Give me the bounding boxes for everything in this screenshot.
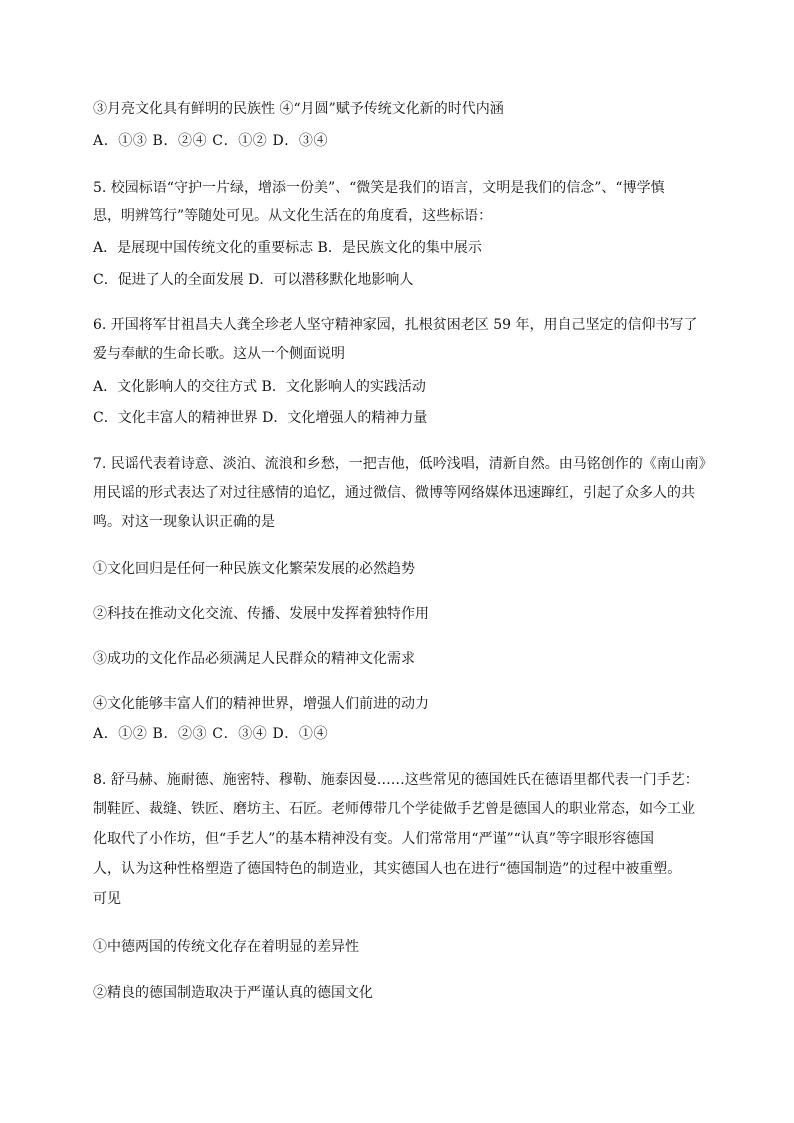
q6-stem-line-2: 爱与奉献的生命长歌。这从一个侧面说明 [93,346,345,362]
q8-stem-line-4: 人，认为这种性格塑造了德国特色的制造业，其实德国人也在进行“德国制造”的过程中被重塑。 [93,861,682,877]
q8-option-1: ①中德两国的传统文化存在着明显的差异性 [93,939,359,955]
q7-option-1: ①文化回归是任何一种民族文化繁荣发展的必然趋势 [93,561,415,577]
q5-choice-line-2: C．促进了人的全面发展 D．可以潜移默化地影响人 [93,272,414,288]
q5-stem-line-1: 5. 校园标语“守护一片绿，增添一份美”、“微笑是我们的语言，文明是我们的信念”、“博学慎 [93,180,665,196]
q7-option-3: ③成功的文化作品必须满足人民群众的精神文化需求 [93,651,415,667]
q7-answer-choices: A．①② B．②③ C．③④ D．①④ [93,726,329,742]
q6-choice-line-1: A．文化影响人的交往方式 B．文化影响人的实践活动 [93,379,426,395]
q7-stem-line-2: 用民谣的形式表达了对过往感情的追忆，通过微信、微博等网络媒体迅速蹿红，引起了众多人的共 [93,485,695,501]
q6-choice-line-2: C．文化丰富人的精神世界 D．文化增强人的精神力量 [93,410,428,426]
q5-stem-line-2: 思，明辨笃行”等随处可见。从文化生活在的角度看，这些标语： [93,208,493,224]
q4-option-line: ③月亮文化具有鲜明的民族性 ④“月圆”赋予传统文化新的时代内涵 [93,101,504,117]
q8-stem-line-2: 制鞋匠、裁缝、铁匠、磨坊主、石匠。老师傅带几个学徒做手艺曾是德国人的职业常态，如今工业 [93,801,695,817]
q8-stem-line-3: 化取代了小作坊，但“手艺人”的基本精神没有变。人们常常用“严谨”“认真”等字眼形容德国 [93,831,654,847]
q7-stem-line-3: 鸣。对这一现象认识正确的是 [93,514,275,530]
q4-answer-choices: A．①③ B．②④ C．①② D．③④ [93,133,329,149]
q7-option-4: ④文化能够丰富人们的精神世界，增强人们前进的动力 [93,696,429,712]
q8-stem-line-5: 可见 [93,891,121,907]
q8-stem-line-1: 8. 舒马赫、施耐德、施密特、穆勒、施泰因曼……这些常见的德国姓氏在德语里都代表一门手艺： [93,772,699,788]
q5-choice-line-1: A．是展现中国传统文化的重要标志 B．是民族文化的集中展示 [93,240,482,256]
q6-stem-line-1: 6. 开国将军甘祖昌夫人龚全珍老人坚守精神家园，扎根贫困老区 59 年，用自己坚定的信仰书写了 [93,317,698,333]
q8-option-2: ②精良的德国制造取决于严谨认真的德国文化 [93,985,373,1001]
q7-stem-line-1: 7. 民谣代表着诗意、淡泊、流浪和乡愁，一把吉他，低吟浅唱，清新自然。由马铭创作的《南山南》 [93,456,713,472]
q7-option-2: ②科技在推动文化交流、传播、发展中发挥着独特作用 [93,606,429,622]
